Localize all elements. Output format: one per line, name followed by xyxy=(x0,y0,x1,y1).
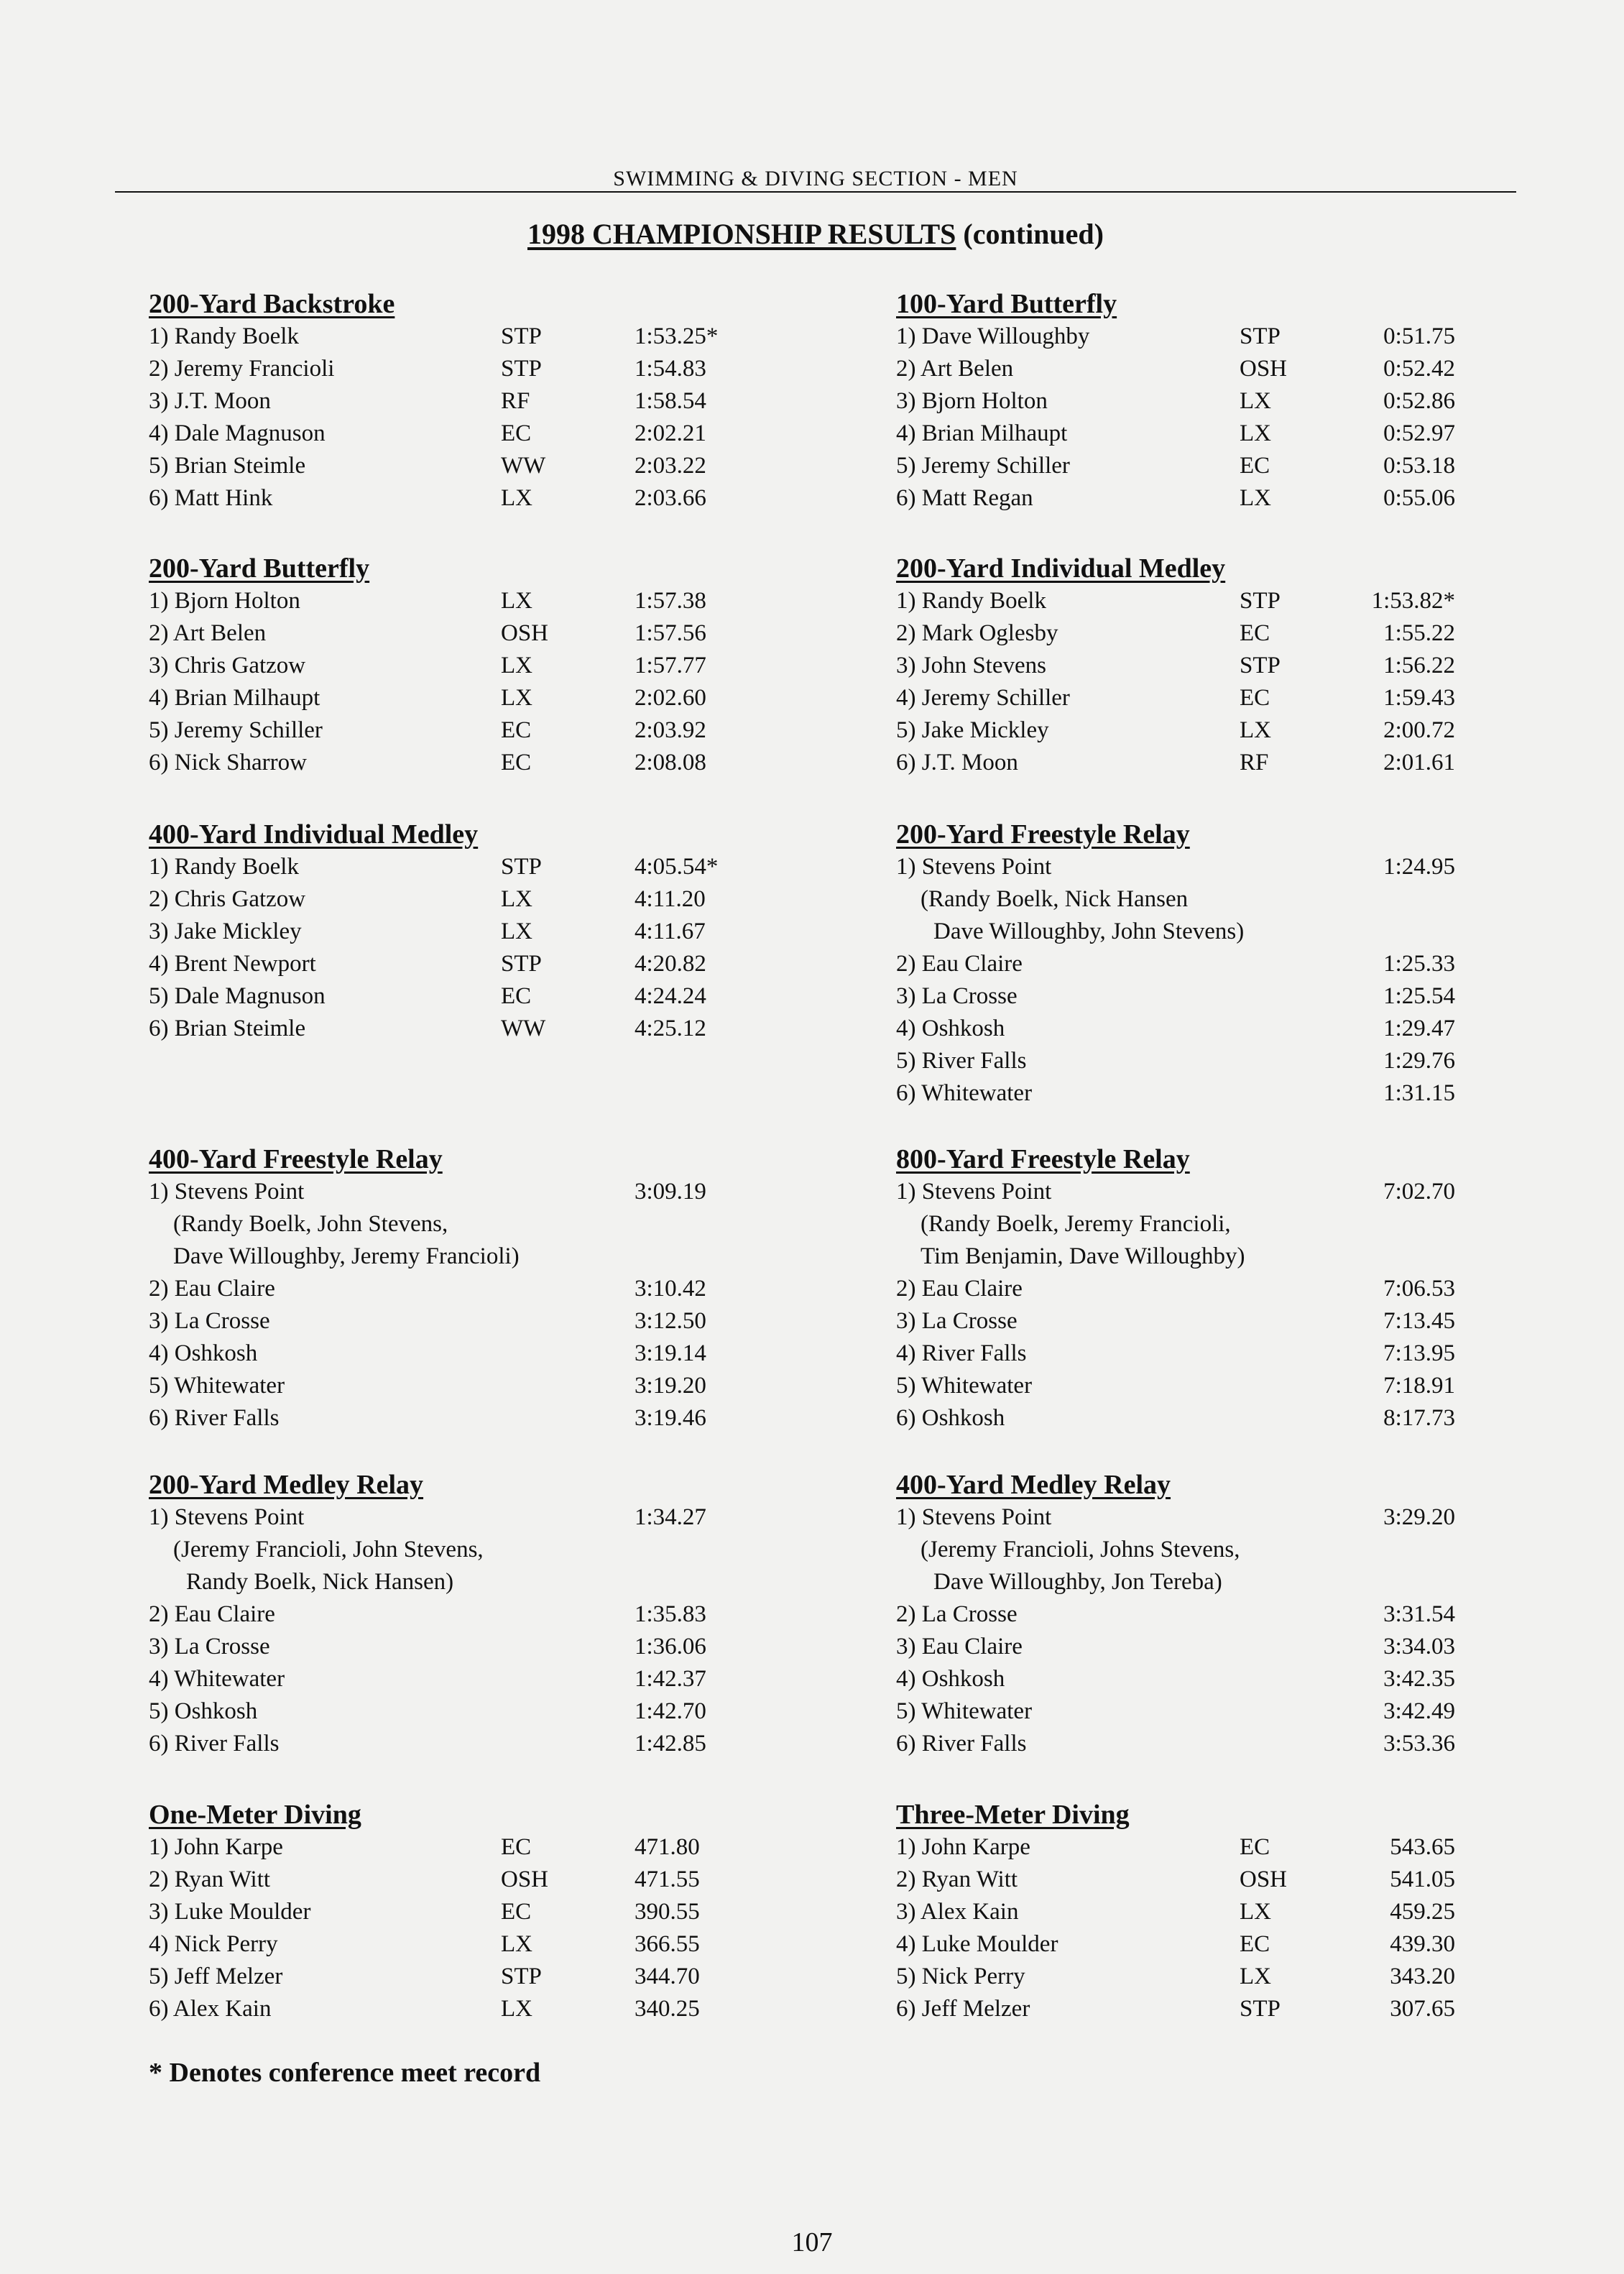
result-row xyxy=(149,1928,724,1961)
event-title: 400-Yard Individual Medley xyxy=(149,819,479,850)
result-row xyxy=(896,1864,1485,1896)
time: 0:51.75 xyxy=(1383,323,1455,349)
place-name: 2) Eau Claire xyxy=(149,1276,275,1302)
result-row xyxy=(896,1370,1485,1402)
time: 4:20.82 xyxy=(635,951,706,977)
relay-swimmers: (Jeremy Francioli, Johns Stevens, xyxy=(921,1537,1240,1562)
result-row xyxy=(896,617,1485,650)
team: EC xyxy=(501,1899,532,1925)
result-row xyxy=(896,585,1485,617)
time: 3:12.50 xyxy=(635,1308,706,1334)
team: RF xyxy=(1240,750,1269,775)
team: LX xyxy=(1240,1964,1271,1989)
time: 3:34.03 xyxy=(1383,1634,1455,1660)
team: LX xyxy=(1240,388,1271,414)
place-name: 3) Jake Mickley xyxy=(149,919,302,944)
place-name: 6) Alex Kain xyxy=(149,1996,272,2022)
result-row xyxy=(896,1961,1485,1993)
result-row xyxy=(149,1864,724,1896)
place-name: 4) Brian Milhaupt xyxy=(149,685,320,711)
place-name: 4) River Falls xyxy=(896,1340,1027,1366)
result-row xyxy=(896,682,1485,714)
place-name: 5) Jake Mickley xyxy=(896,717,1049,743)
team: OSH xyxy=(501,620,549,646)
score: 390.55 xyxy=(635,1899,700,1925)
place-name: 6) Whitewater xyxy=(896,1080,1033,1106)
event-title: 200-Yard Individual Medley xyxy=(896,553,1226,584)
result-row xyxy=(896,1663,1485,1695)
result-row xyxy=(149,1896,724,1928)
relay-swimmers: Dave Willoughby, Jeremy Francioli) xyxy=(173,1243,520,1269)
time: 1:42.37 xyxy=(635,1666,706,1692)
place-name: 2) Ryan Witt xyxy=(896,1866,1018,1892)
place-name: 1) Randy Boelk xyxy=(896,588,1046,614)
team: LX xyxy=(1240,717,1271,743)
time: 4:05.54* xyxy=(635,854,719,880)
team: LX xyxy=(501,886,532,912)
time: 1:36.06 xyxy=(635,1634,706,1660)
team: EC xyxy=(1240,453,1270,479)
team: STP xyxy=(501,951,542,977)
place-name: 1) John Karpe xyxy=(896,1834,1030,1860)
event-200-butterfly xyxy=(149,552,724,779)
event-three-meter-diving xyxy=(896,1798,1485,2025)
place-name: 5) Whitewater xyxy=(896,1373,1033,1399)
place-name: 3) Bjorn Holton xyxy=(896,388,1048,414)
place-name: 3) La Crosse xyxy=(149,1308,270,1334)
result-row xyxy=(149,385,724,418)
team: EC xyxy=(501,750,532,775)
team: STP xyxy=(501,854,542,880)
team: STP xyxy=(1240,588,1281,614)
result-row xyxy=(149,1598,724,1631)
time: 1:57.77 xyxy=(635,653,706,678)
result-row xyxy=(149,916,724,948)
place-name: 2) Ryan Witt xyxy=(149,1866,271,1892)
page-title xyxy=(115,217,1516,251)
result-row xyxy=(896,1176,1485,1208)
result-row xyxy=(149,650,724,682)
time: 3:09.19 xyxy=(635,1179,706,1205)
time: 0:52.42 xyxy=(1383,356,1455,382)
result-row xyxy=(896,714,1485,747)
time: 1:57.56 xyxy=(635,620,706,646)
relay-swimmers: (Jeremy Francioli, John Stevens, xyxy=(173,1537,484,1562)
score: 307.65 xyxy=(1390,1996,1455,2022)
place-name: 4) Oshkosh xyxy=(149,1340,258,1366)
result-row xyxy=(896,321,1485,353)
result-row xyxy=(896,948,1485,980)
team: OSH xyxy=(1240,356,1288,382)
result-row xyxy=(896,353,1485,385)
event-title: 100-Yard Butterfly xyxy=(896,289,1117,319)
place-name: 4) Brent Newport xyxy=(149,951,316,977)
result-row xyxy=(896,1273,1485,1305)
time: 2:01.61 xyxy=(1383,750,1455,775)
result-row xyxy=(149,1176,724,1208)
time: 1:55.22 xyxy=(1383,620,1455,646)
place-name: 3) Chris Gatzow xyxy=(149,653,306,678)
result-row xyxy=(896,851,1485,883)
result-row xyxy=(149,1993,724,2025)
team: OSH xyxy=(501,1866,549,1892)
score: 343.20 xyxy=(1390,1964,1455,1989)
time: 1:42.85 xyxy=(635,1731,706,1757)
team: STP xyxy=(1240,323,1281,349)
place-name: 1) Stevens Point xyxy=(149,1179,305,1205)
time: 1:25.54 xyxy=(1383,983,1455,1009)
time: 3:42.49 xyxy=(1383,1698,1455,1724)
place-name: 2) Chris Gatzow xyxy=(149,886,306,912)
result-row xyxy=(896,1695,1485,1728)
place-name: 4) Jeremy Schiller xyxy=(896,685,1070,711)
relay-swimmers: Dave Willoughby, John Stevens) xyxy=(933,919,1245,944)
time: 1:54.83 xyxy=(635,356,706,382)
team: STP xyxy=(1240,1996,1281,2022)
place-name: 4) Oshkosh xyxy=(896,1666,1005,1692)
result-row xyxy=(149,851,724,883)
place-name: 5) Jeremy Schiller xyxy=(896,453,1070,479)
result-row xyxy=(896,1598,1485,1631)
place-name: 5) River Falls xyxy=(896,1048,1027,1074)
place-name: 3) La Crosse xyxy=(896,1308,1018,1334)
place-name: 1) Dave Willoughby xyxy=(896,323,1090,349)
team: LX xyxy=(1240,420,1271,446)
team: LX xyxy=(501,485,532,511)
team: EC xyxy=(1240,1834,1270,1860)
result-row xyxy=(896,1077,1485,1110)
team: EC xyxy=(501,717,532,743)
result-row xyxy=(896,747,1485,779)
time: 3:31.54 xyxy=(1383,1601,1455,1627)
time: 0:52.86 xyxy=(1383,388,1455,414)
place-name: 1) Bjorn Holton xyxy=(149,588,300,614)
result-row xyxy=(149,321,724,353)
place-name: 1) Randy Boelk xyxy=(149,323,299,349)
result-row xyxy=(149,1338,724,1370)
time: 7:02.70 xyxy=(1383,1179,1455,1205)
result-row xyxy=(149,980,724,1013)
time: 0:52.97 xyxy=(1383,420,1455,446)
team: WW xyxy=(501,1016,546,1041)
relay-swimmers: (Randy Boelk, John Stevens, xyxy=(173,1211,448,1237)
time: 0:55.06 xyxy=(1383,485,1455,511)
time: 3:29.20 xyxy=(1383,1504,1455,1530)
place-name: 2) Eau Claire xyxy=(896,951,1023,977)
time: 2:03.92 xyxy=(635,717,706,743)
event-title: 200-Yard Medley Relay xyxy=(149,1470,424,1500)
result-row xyxy=(149,353,724,385)
time: 2:02.60 xyxy=(635,685,706,711)
place-name: 1) Stevens Point xyxy=(149,1504,305,1530)
time: 1:56.22 xyxy=(1383,653,1455,678)
time: 4:11.20 xyxy=(635,886,706,912)
score: 543.65 xyxy=(1390,1834,1455,1860)
result-row xyxy=(149,747,724,779)
team: LX xyxy=(1240,1899,1271,1925)
result-row xyxy=(149,682,724,714)
result-row xyxy=(149,1728,724,1760)
result-row xyxy=(149,1961,724,1993)
place-name: 4) Oshkosh xyxy=(896,1016,1005,1041)
record-footnote: * Denotes conference meet record xyxy=(149,2058,541,2088)
time: 0:53.18 xyxy=(1383,453,1455,479)
time: 3:42.35 xyxy=(1383,1666,1455,1692)
team: LX xyxy=(501,1931,532,1957)
place-name: 2) Eau Claire xyxy=(896,1276,1023,1302)
result-row xyxy=(896,1631,1485,1663)
time: 7:13.95 xyxy=(1383,1340,1455,1366)
score: 541.05 xyxy=(1390,1866,1455,1892)
result-row xyxy=(896,1501,1485,1534)
place-name: 3) Eau Claire xyxy=(896,1634,1023,1660)
time: 1:57.38 xyxy=(635,588,706,614)
relay-swimmers: Tim Benjamin, Dave Willoughby) xyxy=(921,1243,1245,1269)
place-name: 6) J.T. Moon xyxy=(896,750,1018,775)
time: 2:00.72 xyxy=(1383,717,1455,743)
team: EC xyxy=(1240,620,1270,646)
score: 471.80 xyxy=(635,1834,700,1860)
place-name: 6) Brian Steimle xyxy=(149,1016,306,1041)
team: EC xyxy=(501,420,532,446)
time: 8:17.73 xyxy=(1383,1405,1455,1431)
time: 1:58.54 xyxy=(635,388,706,414)
result-row xyxy=(149,883,724,916)
place-name: 3) La Crosse xyxy=(149,1634,270,1660)
team: EC xyxy=(1240,685,1270,711)
place-name: 1) Stevens Point xyxy=(896,1504,1052,1530)
team: STP xyxy=(501,323,542,349)
team: WW xyxy=(501,453,546,479)
place-name: 1) Stevens Point xyxy=(896,854,1052,880)
event-title: 400-Yard Medley Relay xyxy=(896,1470,1171,1500)
place-name: 5) Jeff Melzer xyxy=(149,1964,283,1989)
time: 1:53.82* xyxy=(1371,588,1455,614)
time: 3:53.36 xyxy=(1383,1731,1455,1757)
place-name: 1) John Karpe xyxy=(149,1834,283,1860)
time: 1:29.47 xyxy=(1383,1016,1455,1041)
time: 2:08.08 xyxy=(635,750,706,775)
place-name: 5) Dale Magnuson xyxy=(149,983,326,1009)
relay-swimmers: (Randy Boelk, Jeremy Francioli, xyxy=(921,1211,1231,1237)
event-title: Three-Meter Diving xyxy=(896,1800,1130,1830)
event-200-backstroke xyxy=(149,287,724,515)
time: 1:42.70 xyxy=(635,1698,706,1724)
place-name: 6) Matt Regan xyxy=(896,485,1033,511)
result-row xyxy=(149,1501,724,1534)
place-name: 3) La Crosse xyxy=(896,983,1018,1009)
team: LX xyxy=(1240,485,1271,511)
place-name: 5) Brian Steimle xyxy=(149,453,306,479)
result-row xyxy=(149,1402,724,1435)
result-row xyxy=(149,948,724,980)
time: 2:03.22 xyxy=(635,453,706,479)
result-row xyxy=(896,1013,1485,1045)
result-row xyxy=(896,482,1485,515)
score: 471.55 xyxy=(635,1866,700,1892)
time: 1:25.33 xyxy=(1383,951,1455,977)
time: 3:19.46 xyxy=(635,1405,706,1431)
team: EC xyxy=(1240,1931,1270,1957)
result-row xyxy=(149,1631,724,1663)
result-row xyxy=(149,1013,724,1045)
result-row xyxy=(149,617,724,650)
result-row xyxy=(149,418,724,450)
team: STP xyxy=(501,1964,542,1989)
place-name: 5) Oshkosh xyxy=(149,1698,258,1724)
place-name: 6) Jeff Melzer xyxy=(896,1996,1030,2022)
result-row xyxy=(149,1273,724,1305)
result-row xyxy=(896,1402,1485,1435)
place-name: 4) Luke Moulder xyxy=(896,1931,1058,1957)
team: RF xyxy=(501,388,530,414)
time: 1:53.25* xyxy=(635,323,719,349)
score: 344.70 xyxy=(635,1964,700,1989)
relay-swimmers: (Randy Boelk, Nick Hansen xyxy=(921,886,1189,912)
result-row xyxy=(896,650,1485,682)
result-row xyxy=(896,450,1485,482)
team: OSH xyxy=(1240,1866,1288,1892)
event-400-freestyle-relay xyxy=(149,1143,724,1435)
place-name: 3) John Stevens xyxy=(896,653,1046,678)
score: 366.55 xyxy=(635,1931,700,1957)
event-one-meter-diving xyxy=(149,1798,724,2025)
place-name: 6) River Falls xyxy=(149,1405,280,1431)
time: 4:11.67 xyxy=(635,919,706,944)
event-200-medley-relay xyxy=(149,1468,724,1760)
event-200-freestyle-relay xyxy=(896,818,1485,1110)
team: LX xyxy=(501,588,532,614)
result-row xyxy=(149,1663,724,1695)
page-title-suffix: (continued) xyxy=(956,218,1104,250)
place-name: 5) Jeremy Schiller xyxy=(149,717,323,743)
event-200-individual-medley xyxy=(896,552,1485,779)
event-title: 400-Yard Freestyle Relay xyxy=(149,1144,443,1174)
time: 7:06.53 xyxy=(1383,1276,1455,1302)
result-row xyxy=(149,1305,724,1338)
time: 4:25.12 xyxy=(635,1016,706,1041)
event-100-butterfly xyxy=(896,287,1485,515)
place-name: 5) Nick Perry xyxy=(896,1964,1025,1989)
place-name: 3) J.T. Moon xyxy=(149,388,271,414)
page-number: 107 xyxy=(791,2227,833,2257)
time: 4:24.24 xyxy=(635,983,706,1009)
result-row xyxy=(896,1305,1485,1338)
time: 2:02.21 xyxy=(635,420,706,446)
team: LX xyxy=(501,919,532,944)
time: 7:13.45 xyxy=(1383,1308,1455,1334)
result-row xyxy=(149,450,724,482)
place-name: 2) La Crosse xyxy=(896,1601,1018,1627)
place-name: 6) River Falls xyxy=(896,1731,1027,1757)
result-row xyxy=(896,1831,1485,1864)
result-row xyxy=(896,418,1485,450)
result-row xyxy=(149,714,724,747)
time: 1:24.95 xyxy=(1383,854,1455,880)
team: EC xyxy=(501,1834,532,1860)
time: 2:03.66 xyxy=(635,485,706,511)
header-rule xyxy=(115,191,1516,193)
event-400-medley-relay xyxy=(896,1468,1485,1760)
event-title: 800-Yard Freestyle Relay xyxy=(896,1144,1190,1174)
place-name: 2) Art Belen xyxy=(149,620,267,646)
place-name: 4) Dale Magnuson xyxy=(149,420,326,446)
place-name: 6) Oshkosh xyxy=(896,1405,1005,1431)
place-name: 5) Whitewater xyxy=(149,1373,285,1399)
place-name: 2) Mark Oglesby xyxy=(896,620,1058,646)
result-row xyxy=(896,1896,1485,1928)
place-name: 5) Whitewater xyxy=(896,1698,1033,1724)
result-row xyxy=(896,385,1485,418)
place-name: 4) Whitewater xyxy=(149,1666,285,1692)
event-400-individual-medley xyxy=(149,818,724,1045)
time: 1:59.43 xyxy=(1383,685,1455,711)
place-name: 6) Matt Hink xyxy=(149,485,273,511)
place-name: 2) Eau Claire xyxy=(149,1601,275,1627)
event-title: 200-Yard Freestyle Relay xyxy=(896,819,1190,850)
place-name: 4) Nick Perry xyxy=(149,1931,278,1957)
result-row xyxy=(896,1728,1485,1760)
team: STP xyxy=(501,356,542,382)
result-row xyxy=(896,1928,1485,1961)
result-row xyxy=(149,1370,724,1402)
team: STP xyxy=(1240,653,1281,678)
place-name: 1) Randy Boelk xyxy=(149,854,299,880)
result-row xyxy=(896,1338,1485,1370)
time: 3:19.20 xyxy=(635,1373,706,1399)
team: LX xyxy=(501,1996,532,2022)
time: 1:34.27 xyxy=(635,1504,706,1530)
time: 3:19.14 xyxy=(635,1340,706,1366)
result-row xyxy=(896,980,1485,1013)
relay-swimmers: Randy Boelk, Nick Hansen) xyxy=(186,1569,454,1595)
result-row xyxy=(149,1695,724,1728)
place-name: 6) Nick Sharrow xyxy=(149,750,307,775)
result-row xyxy=(149,1831,724,1864)
time: 3:10.42 xyxy=(635,1276,706,1302)
place-name: 2) Art Belen xyxy=(896,356,1014,382)
place-name: 1) Stevens Point xyxy=(896,1179,1052,1205)
place-name: 4) Brian Milhaupt xyxy=(896,420,1068,446)
team: LX xyxy=(501,685,532,711)
score: 459.25 xyxy=(1390,1899,1455,1925)
relay-swimmers: Dave Willoughby, Jon Tereba) xyxy=(933,1569,1222,1595)
score: 439.30 xyxy=(1390,1931,1455,1957)
time: 7:18.91 xyxy=(1383,1373,1455,1399)
place-name: 3) Alex Kain xyxy=(896,1899,1019,1925)
time: 1:29.76 xyxy=(1383,1048,1455,1074)
team: EC xyxy=(501,983,532,1009)
time: 1:35.83 xyxy=(635,1601,706,1627)
team: LX xyxy=(501,653,532,678)
result-row xyxy=(149,482,724,515)
event-title: One-Meter Diving xyxy=(149,1800,361,1830)
time: 1:31.15 xyxy=(1383,1080,1455,1106)
event-title: 200-Yard Butterfly xyxy=(149,553,370,584)
event-800-freestyle-relay xyxy=(896,1143,1485,1435)
event-title: 200-Yard Backstroke xyxy=(149,289,395,319)
place-name: 6) River Falls xyxy=(149,1731,280,1757)
result-row xyxy=(896,1045,1485,1077)
score: 340.25 xyxy=(635,1996,700,2022)
place-name: 2) Jeremy Francioli xyxy=(149,356,335,382)
result-row xyxy=(896,1993,1485,2025)
page-title-main: 1998 CHAMPIONSHIP RESULTS xyxy=(527,218,956,250)
section-header: SWIMMING & DIVING SECTION - MEN xyxy=(613,167,1018,190)
result-row xyxy=(149,585,724,617)
place-name: 3) Luke Moulder xyxy=(149,1899,311,1925)
